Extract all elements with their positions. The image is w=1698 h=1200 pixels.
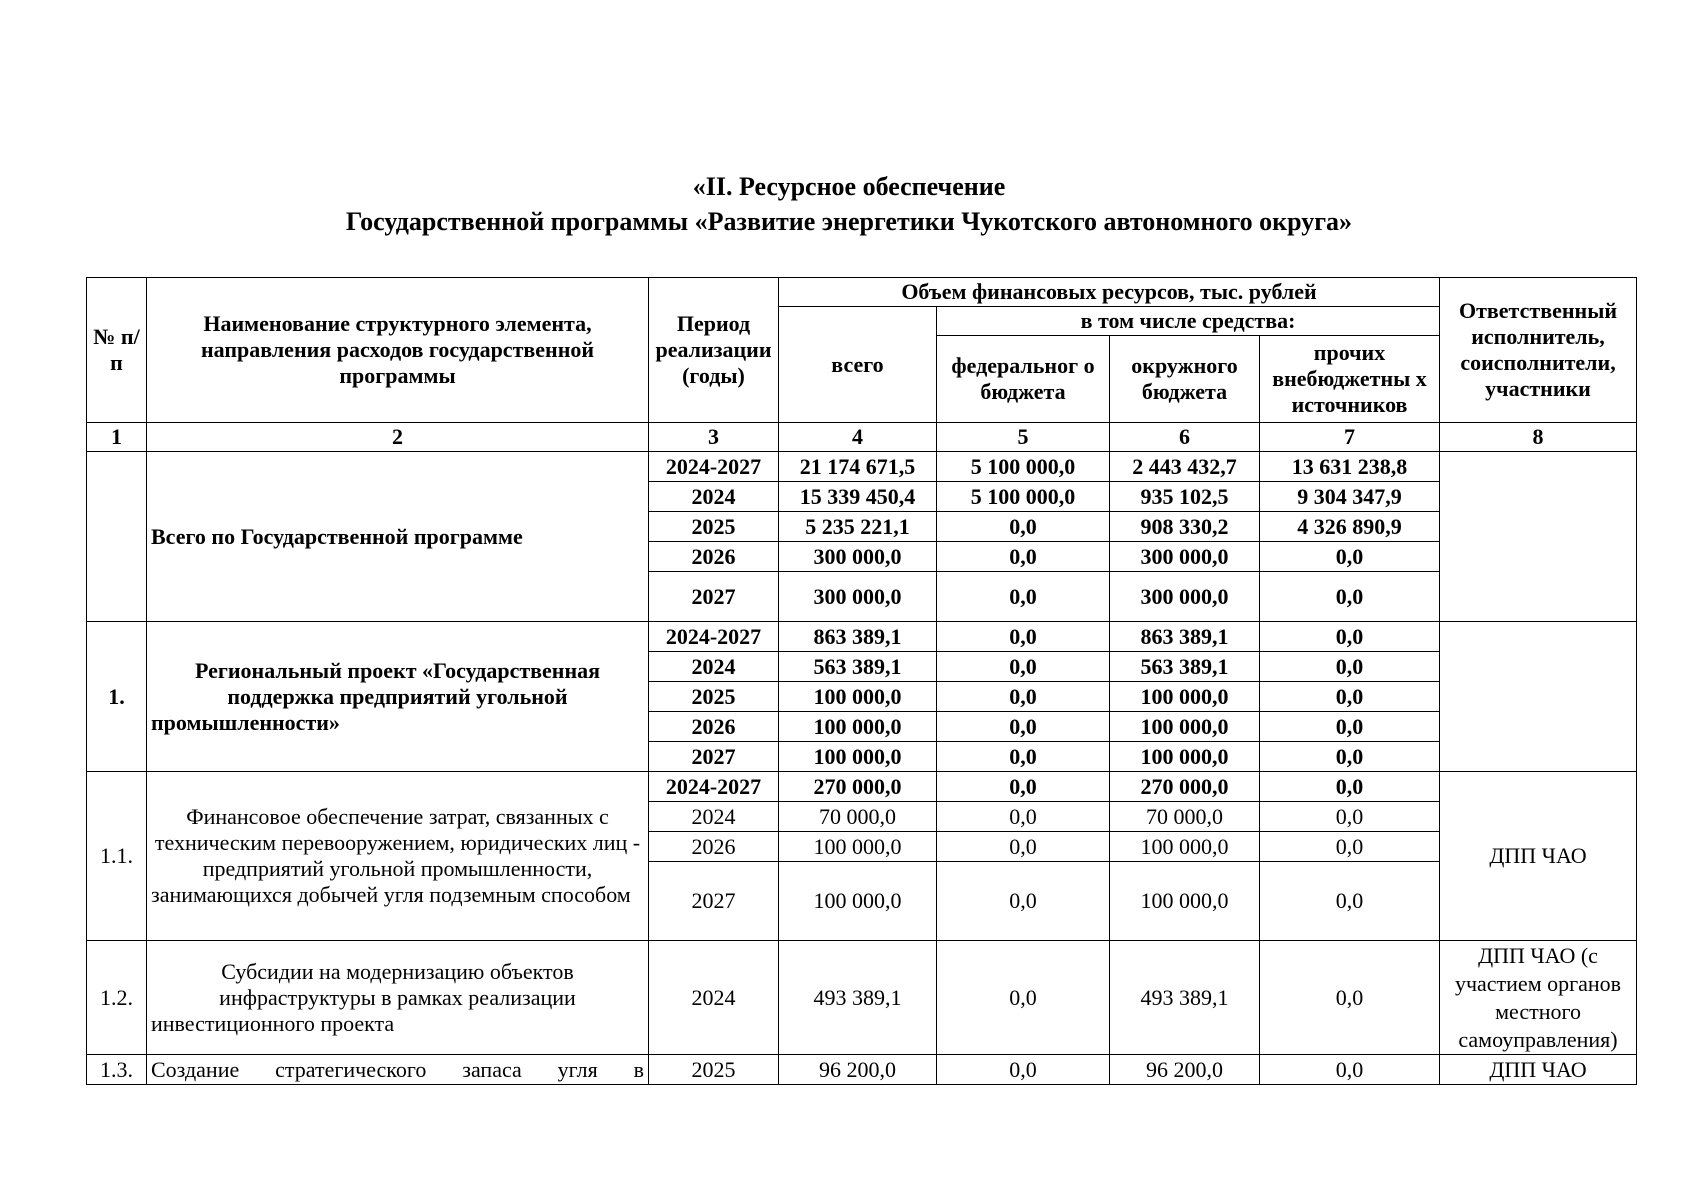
total-cell: 100 000,0 (779, 862, 937, 941)
total-cell: 300 000,0 (779, 542, 937, 572)
header-total: всего (779, 307, 937, 423)
federal-cell: 0,0 (937, 712, 1110, 742)
responsible-cell: ДПП ЧАО (с участием органов местного самоуправления) (1440, 941, 1637, 1055)
other-cell: 0,0 (1260, 1055, 1440, 1085)
district-cell: 96 200,0 (1110, 1055, 1260, 1085)
column-number: 4 (779, 423, 937, 452)
period-cell: 2024 (649, 652, 779, 682)
document-title-line-2: Государственной программы «Развитие энергетики Чукотского автономного округа» (345, 207, 1353, 236)
total-cell: 70 000,0 (779, 802, 937, 832)
federal-cell: 0,0 (937, 862, 1110, 941)
period-cell: 2025 (649, 512, 779, 542)
column-number: 7 (1260, 423, 1440, 452)
district-cell: 2 443 432,7 (1110, 452, 1260, 482)
federal-cell: 0,0 (937, 512, 1110, 542)
period-cell: 2024-2027 (649, 772, 779, 802)
row-name: Субсидии на модернизацию объектов инфраструктуры в рамках реализации инвестиционного проекта (147, 941, 649, 1055)
responsible-cell: ДПП ЧАО (1440, 772, 1637, 941)
federal-cell: 0,0 (937, 682, 1110, 712)
federal-cell: 0,0 (937, 652, 1110, 682)
other-cell: 0,0 (1260, 682, 1440, 712)
federal-cell: 0,0 (937, 542, 1110, 572)
district-cell: 935 102,5 (1110, 482, 1260, 512)
district-cell: 70 000,0 (1110, 802, 1260, 832)
row-name: Всего по Государственной программе (147, 452, 649, 622)
total-cell: 100 000,0 (779, 742, 937, 772)
period-cell: 2024 (649, 802, 779, 832)
header-including: в том числе средства: (937, 307, 1440, 336)
header-name: Наименование структурного элемента, направления расходов государственной программы (147, 278, 649, 423)
district-cell: 100 000,0 (1110, 682, 1260, 712)
row-name: Финансовое обеспечение затрат, связанных с техническим перевооружением, юридических лиц - предприятий угольной промышленности, занимающихся добычей угля подземным способом (147, 772, 649, 941)
header-other: прочих внебюджетны х источников (1260, 336, 1440, 423)
federal-cell: 0,0 (937, 772, 1110, 802)
other-cell: 0,0 (1260, 652, 1440, 682)
other-cell: 13 631 238,8 (1260, 452, 1440, 482)
federal-cell: 5 100 000,0 (937, 452, 1110, 482)
header-volume: Объем финансовых ресурсов, тыс. рублей (779, 278, 1440, 307)
column-number: 8 (1440, 423, 1637, 452)
total-cell: 15 339 450,4 (779, 482, 937, 512)
column-number: 5 (937, 423, 1110, 452)
federal-cell: 0,0 (937, 572, 1110, 622)
row-name: Создание стратегического запаса угля в (147, 1055, 649, 1085)
federal-cell: 0,0 (937, 742, 1110, 772)
period-cell: 2027 (649, 572, 779, 622)
district-cell: 100 000,0 (1110, 862, 1260, 941)
other-cell: 0,0 (1260, 772, 1440, 802)
total-cell: 270 000,0 (779, 772, 937, 802)
other-cell: 0,0 (1260, 832, 1440, 862)
period-cell: 2024-2027 (649, 622, 779, 652)
column-number: 6 (1110, 423, 1260, 452)
resource-table (86, 277, 1637, 1085)
district-cell: 100 000,0 (1110, 742, 1260, 772)
period-cell: 2025 (649, 682, 779, 712)
total-cell: 96 200,0 (779, 1055, 937, 1085)
row-number: 1. (87, 622, 147, 772)
federal-cell: 0,0 (937, 802, 1110, 832)
district-cell: 300 000,0 (1110, 572, 1260, 622)
federal-cell: 0,0 (937, 1055, 1110, 1085)
other-cell: 0,0 (1260, 802, 1440, 832)
period-cell: 2024-2027 (649, 452, 779, 482)
other-cell: 0,0 (1260, 572, 1440, 622)
column-number: 3 (649, 423, 779, 452)
header-federal: федеральног о бюджета (937, 336, 1110, 423)
other-cell: 0,0 (1260, 941, 1440, 1055)
row-number: 1.2. (87, 941, 147, 1055)
document-title-line-1: «II. Ресурсное обеспечение (692, 172, 1006, 201)
federal-cell: 0,0 (937, 941, 1110, 1055)
total-cell: 100 000,0 (779, 682, 937, 712)
period-cell: 2026 (649, 712, 779, 742)
period-cell: 2026 (649, 542, 779, 572)
header-district: окружного бюджета (1110, 336, 1260, 423)
responsible-cell: ДПП ЧАО (1440, 1055, 1637, 1085)
other-cell: 4 326 890,9 (1260, 512, 1440, 542)
total-cell: 21 174 671,5 (779, 452, 937, 482)
row-number (87, 452, 147, 622)
district-cell: 493 389,1 (1110, 941, 1260, 1055)
period-cell: 2027 (649, 862, 779, 941)
total-cell: 100 000,0 (779, 832, 937, 862)
total-cell: 863 389,1 (779, 622, 937, 652)
other-cell: 0,0 (1260, 742, 1440, 772)
responsible-cell (1440, 452, 1637, 622)
federal-cell: 0,0 (937, 832, 1110, 862)
district-cell: 563 389,1 (1110, 652, 1260, 682)
federal-cell: 5 100 000,0 (937, 482, 1110, 512)
district-cell: 863 389,1 (1110, 622, 1260, 652)
district-cell: 300 000,0 (1110, 542, 1260, 572)
total-cell: 100 000,0 (779, 712, 937, 742)
row-name: Региональный проект «Государственная поддержка предприятий угольной промышленности» (147, 622, 649, 772)
row-number: 1.1. (87, 772, 147, 941)
column-number: 1 (87, 423, 147, 452)
responsible-cell (1440, 622, 1637, 772)
federal-cell: 0,0 (937, 622, 1110, 652)
header-responsible: Ответственный исполнитель, соисполнители, участники (1440, 278, 1637, 423)
district-cell: 100 000,0 (1110, 712, 1260, 742)
period-cell: 2024 (649, 482, 779, 512)
district-cell: 270 000,0 (1110, 772, 1260, 802)
total-cell: 5 235 221,1 (779, 512, 937, 542)
period-cell: 2025 (649, 1055, 779, 1085)
period-cell: 2024 (649, 941, 779, 1055)
district-cell: 908 330,2 (1110, 512, 1260, 542)
period-cell: 2027 (649, 742, 779, 772)
other-cell: 0,0 (1260, 542, 1440, 572)
district-cell: 100 000,0 (1110, 832, 1260, 862)
header-number: № п/п (87, 278, 147, 423)
total-cell: 493 389,1 (779, 941, 937, 1055)
row-number: 1.3. (87, 1055, 147, 1085)
total-cell: 563 389,1 (779, 652, 937, 682)
period-cell: 2026 (649, 832, 779, 862)
header-period: Период реализации (годы) (649, 278, 779, 423)
column-number: 2 (147, 423, 649, 452)
other-cell: 9 304 347,9 (1260, 482, 1440, 512)
other-cell: 0,0 (1260, 622, 1440, 652)
other-cell: 0,0 (1260, 862, 1440, 941)
total-cell: 300 000,0 (779, 572, 937, 622)
other-cell: 0,0 (1260, 712, 1440, 742)
